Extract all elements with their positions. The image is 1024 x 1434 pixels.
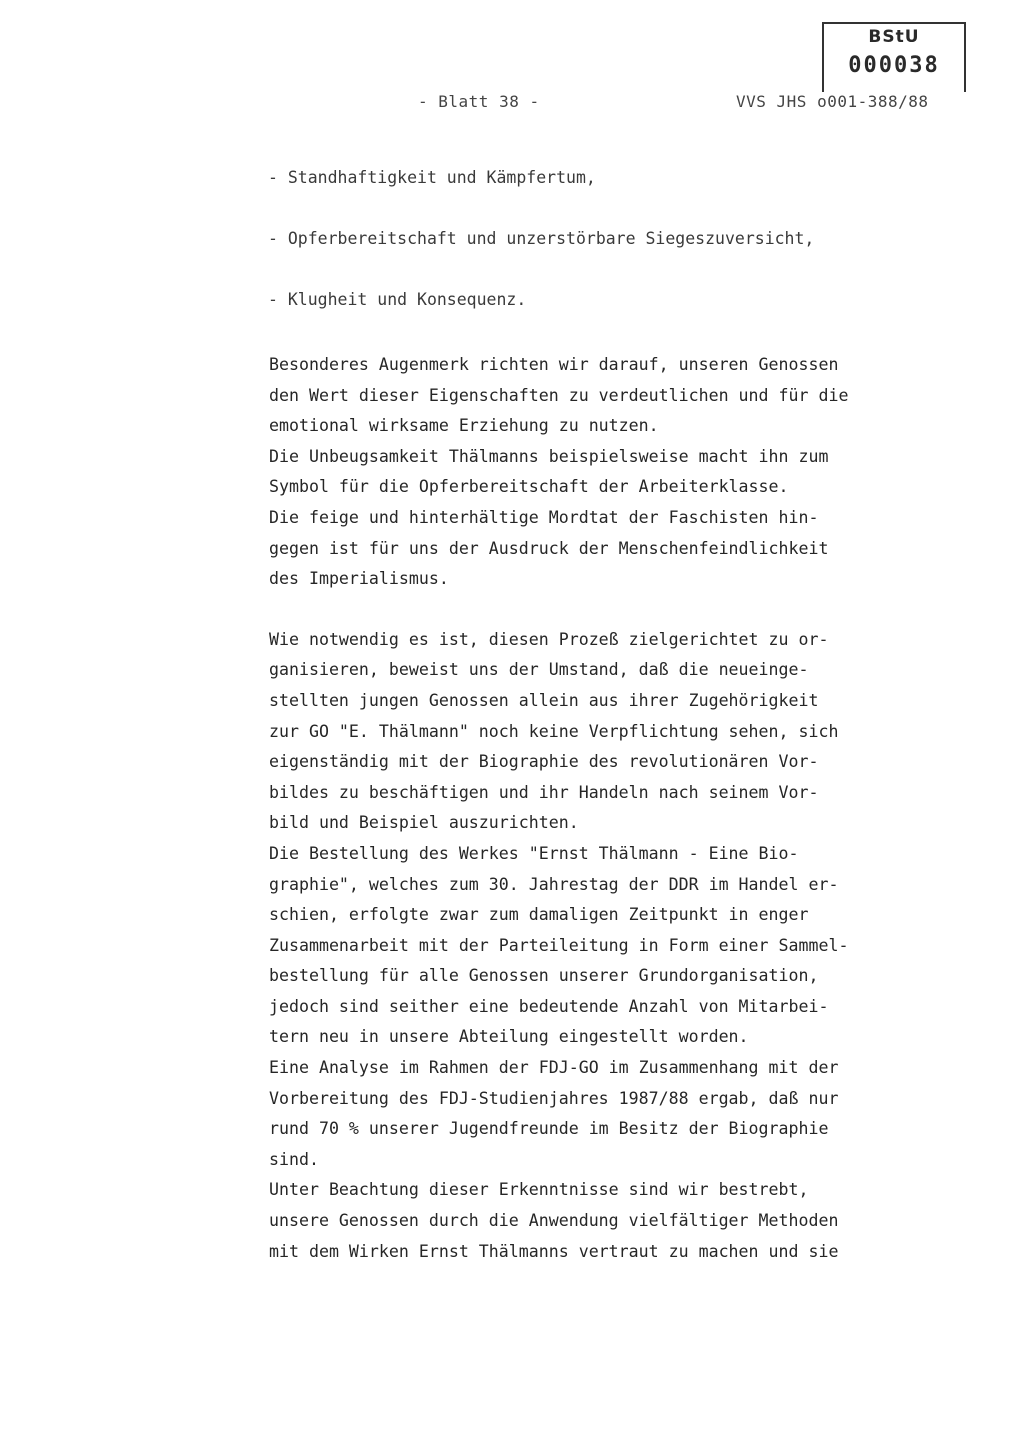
text-line: Die Unbeugsamkeit Thälmanns beispielsweise macht ihn zum [269, 446, 829, 466]
text-line: Die Bestellung des Werkes "Ernst Thälmann - Eine Bio- [269, 843, 799, 863]
document-reference: VVS JHS o001-388/88 [736, 92, 929, 111]
text-line: jedoch sind seither eine bedeutende Anzahl von Mitarbei- [269, 996, 829, 1016]
text-line: tern neu in unsere Abteilung eingestellt worden. [269, 1027, 749, 1047]
text-line: Wie notwendig es ist, diesen Prozeß zielgerichtet zu or- [269, 629, 829, 649]
text-line: des Imperialismus. [269, 569, 449, 589]
text-line: Eine Analyse im Rahmen der FDJ-GO im Zusammenhang mit der [269, 1058, 839, 1078]
text-line: bildes zu beschäftigen und ihr Handeln nach seinem Vor- [269, 782, 819, 802]
text-line: unsere Genossen durch die Anwendung vielfältiger Methoden [269, 1211, 839, 1231]
body-text [269, 350, 999, 1267]
text-line: Vorbereitung des FDJ-Studienjahres 1987/88 ergab, daß nur [269, 1088, 839, 1108]
stamp-number: 000038 [848, 53, 940, 78]
text-line: mit dem Wirken Ernst Thälmanns vertraut zu machen und sie [269, 1241, 839, 1261]
text-line: bestellung für alle Genossen unserer Grundorganisation, [269, 966, 819, 986]
paragraph [269, 625, 999, 1267]
text-line: schien, erfolgte zwar zum damaligen Zeitpunkt in enger [269, 905, 809, 925]
text-line: den Wert dieser Eigenschaften zu verdeutlichen und für die [269, 385, 849, 405]
page-label: - Blatt 38 - [418, 92, 540, 111]
text-line: emotional wirksame Erziehung zu nutzen. [269, 416, 659, 436]
stamp-org: BStU [868, 27, 920, 47]
text-line: bild und Beispiel auszurichten. [269, 813, 579, 833]
text-line: Zusammenarbeit mit der Parteileitung in Form einer Sammel- [269, 935, 849, 955]
archive-stamp [822, 22, 966, 92]
text-line: zur GO "E. Thälmann" noch keine Verpflichtung sehen, sich [269, 721, 839, 741]
paragraph [269, 350, 999, 595]
text-line: Unter Beachtung dieser Erkenntnisse sind wir bestrebt, [269, 1180, 809, 1200]
list-item: - Opferbereitschaft und unzerstörbare Siegeszuversicht, [268, 229, 815, 248]
text-line: Besonderes Augenmerk richten wir darauf, unseren Genossen [269, 355, 839, 374]
bullet-list [268, 166, 814, 349]
text-line: Symbol für die Opferbereitschaft der Arbeiterklasse. [269, 477, 789, 497]
list-item: - Standhaftigkeit und Kämpfertum, [268, 168, 596, 187]
text-line: rund 70 % unserer Jugendfreunde im Besitz der Biographie [269, 1119, 829, 1139]
text-line: stellten jungen Genossen allein aus ihrer Zugehörigkeit [269, 690, 819, 710]
text-line: Die feige und hinterhältige Mordtat der Faschisten hin- [269, 507, 819, 527]
text-line: eigenständig mit der Biographie des revolutionären Vor- [269, 752, 819, 772]
text-line: graphie", welches zum 30. Jahrestag der DDR im Handel er- [269, 874, 839, 894]
text-line: ganisieren, beweist uns der Umstand, daß die neueinge- [269, 660, 809, 680]
text-line: gegen ist für uns der Ausdruck der Menschenfeindlichkeit [269, 538, 829, 558]
list-item: - Klugheit und Konsequenz. [268, 290, 527, 309]
text-line: sind. [269, 1149, 319, 1169]
